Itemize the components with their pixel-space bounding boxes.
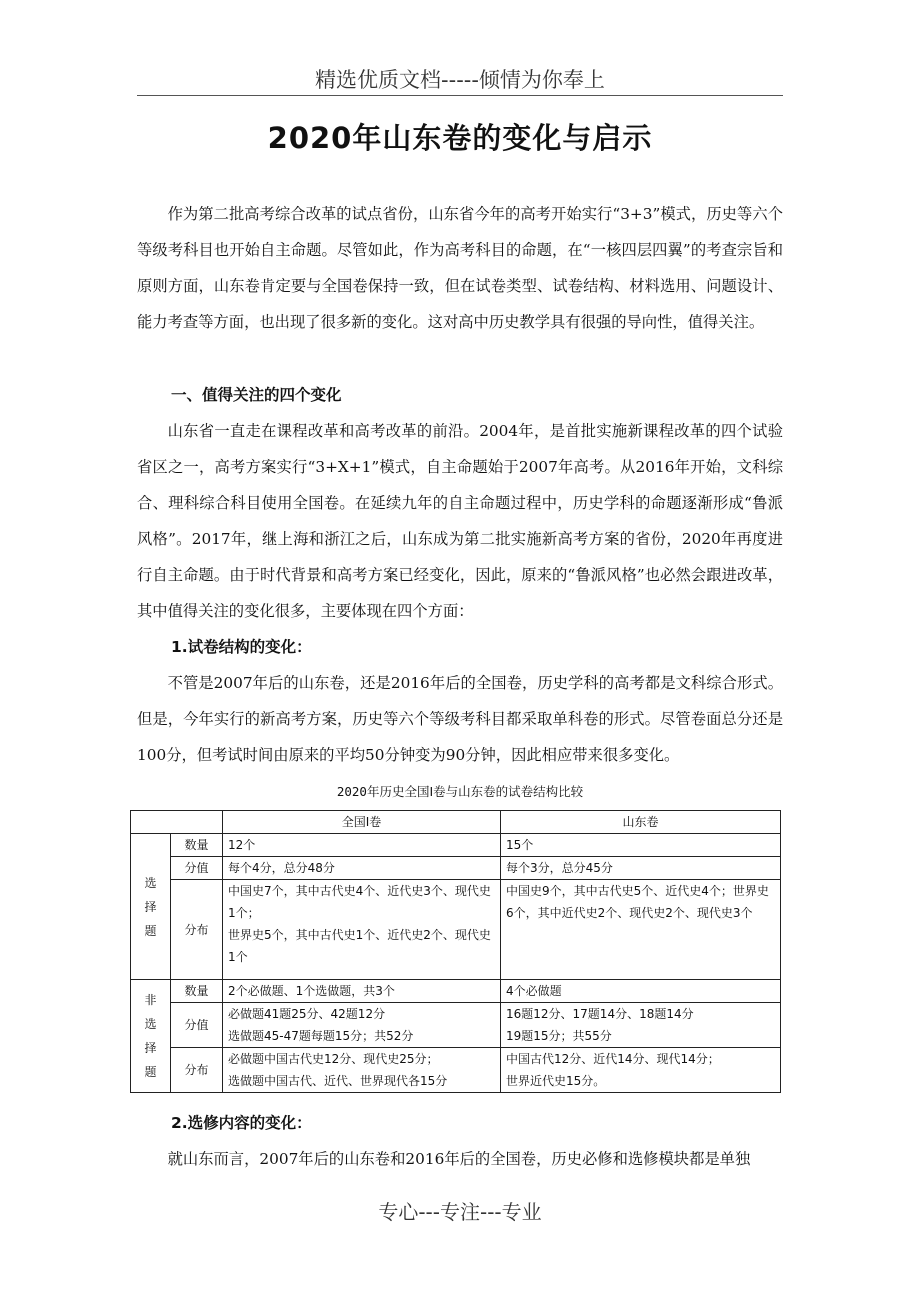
table-cell: 12个: [223, 834, 501, 857]
table-header-row: [131, 811, 781, 834]
table-cell: 16题12分、17题14分、18题14分 19题15分；共55分: [501, 1003, 781, 1048]
table-cell: 4个必做题: [501, 980, 781, 1003]
row-label-score: 分值: [171, 1003, 223, 1048]
table-cell: 15个: [501, 834, 781, 857]
table-caption: 2020年历史全国Ⅰ卷与山东卷的试卷结构比较: [336, 784, 584, 799]
intro-paragraph: 作为第二批高考综合改革的试点省份，山东省今年的高考开始实行“3+3”模式，历史等六个等级考科目也开始自主命题。尽管如此，作为高考科目的命题，在“一核四层四翼”的考查宗旨和原则方面，山东卷肯定要与全国卷保持一致，但在试卷类型、试卷结构、材料选用、问题设计、能力考查等方面，也出现了很多新的变化。这对高中历史教学具有很强的导向性，值得关注。: [137, 205, 783, 331]
table-cell: 中国史7个，其中古代史4个、近代史3个、现代史1个； 世界史5个，其中古代史1个、近代史2个、现代史1个: [223, 880, 501, 980]
table-cell: 中国古代12分、近代14分、现代14分； 世界近代史15分。: [501, 1048, 781, 1093]
row-label-count: 数量: [171, 834, 223, 857]
table-cell: 每个3分，总分45分: [501, 857, 781, 880]
subsection-heading-structure: 1.试卷结构的变化：: [171, 638, 312, 656]
row-label-count: 数量: [171, 980, 223, 1003]
row-label-score: 分值: [171, 857, 223, 880]
table-row: [131, 857, 781, 880]
section-heading: 一、值得关注的四个变化: [171, 386, 342, 404]
table-cell: 必做题中国古代史12分、现代史25分； 选做题中国古代、近代、世界现代各15分: [223, 1048, 501, 1093]
table-row: [131, 980, 781, 1003]
table-cell: 必做题41题25分、42题12分 选做题45-47题每题15分；共52分: [223, 1003, 501, 1048]
table-row: [131, 1003, 781, 1048]
table-row: [131, 1048, 781, 1093]
table-corner-cell: [131, 811, 223, 834]
group-label-nonchoice: 非 选 择 题: [131, 980, 171, 1093]
group-label-choice: 选 择 题: [131, 834, 171, 980]
table-row: [131, 834, 781, 857]
electives-paragraph: 就山东而言，2007年后的山东卷和2016年后的全国卷，历史必修和选修模块都是单独: [167, 1150, 751, 1168]
document-title: 2020年山东卷的变化与启示: [267, 121, 653, 155]
row-label-distribution: 分布: [171, 880, 223, 980]
subsection-heading-electives: 2.选修内容的变化：: [171, 1114, 312, 1132]
column-header-shandong: 山东卷: [501, 811, 781, 834]
table-row: [131, 880, 781, 980]
header-divider: [137, 95, 783, 96]
table-cell: 中国史9个，其中古代史5个、近代史4个；世界史6个，其中近代史2个、现代史2个、现代史3个: [501, 880, 781, 980]
table-cell: 每个4分，总分48分: [223, 857, 501, 880]
page-footer: 专心---专注---专业: [378, 1200, 542, 1224]
column-header-national: 全国Ⅰ卷: [223, 811, 501, 834]
page-header: 精选优质文档-----倾情为你奉上: [315, 68, 605, 92]
table-cell: 2个必做题、1个选做题，共3个: [223, 980, 501, 1003]
comparison-table: [130, 810, 781, 1093]
structure-paragraph: 不管是2007年后的山东卷，还是2016年后的全国卷，历史学科的高考都是文科综合形式。但是，今年实行的新高考方案，历史等六个等级考科目都采取单科卷的形式。尽管卷面总分还是100分，但考试时间由原来的平均50分钟变为90分钟，因此相应带来很多变化。: [137, 674, 783, 764]
row-label-distribution: 分布: [171, 1048, 223, 1093]
section-paragraph: 山东省一直走在课程改革和高考改革的前沿。2004年，是首批实施新课程改革的四个试验省区之一，高考方案实行“3+X+1”模式，自主命题始于2007年高考。从2016年开始，文科综合、理科综合科目使用全国卷。在延续九年的自主命题过程中，历史学科的命题逐渐形成“鲁派风格”。2017年，继上海和浙江之后，山东成为第二批实施新高考方案的省份，2020年再度进行自主命题。由于时代背景和高考方案已经变化，因此，原来的“鲁派风格”也必然会跟进改革，其中值得关注的变化很多，主要体现在四个方面：: [137, 422, 783, 620]
